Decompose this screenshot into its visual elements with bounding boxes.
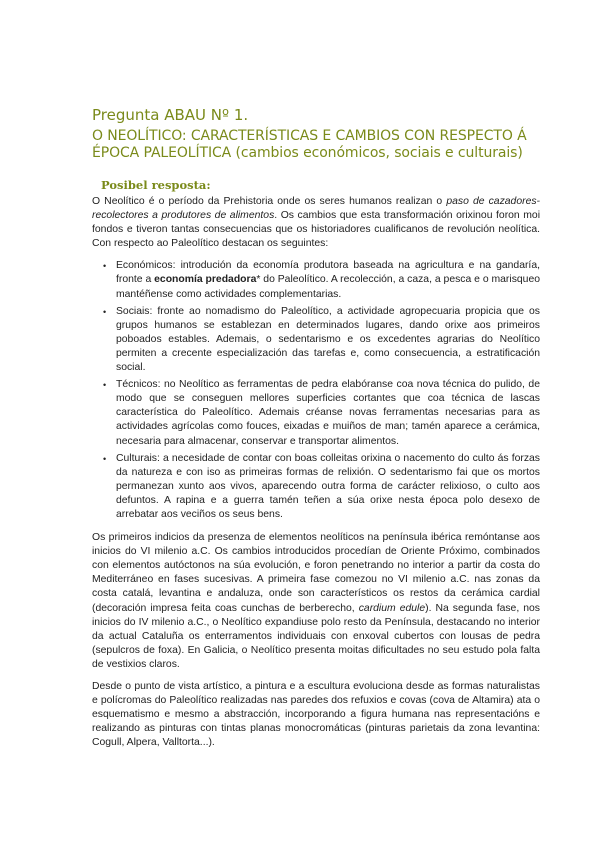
list-item-cultural bbox=[92, 452, 540, 522]
art-paragraph: Desde o punto de vista artístico, a pintura e a escultura evoluciona desde as formas naturalistas e polícromas do Paleolítico realizadas nas paredes dos refuxios e covas (cova de Altamira) ata o esquematismo e mesmo a abstracción, incorporando a figura humana nas representacións e realizando as pinturas con tintas planas monocromáticas (pinturas parietais da zona levantina: Cogull, Alpera, Valltorta...). bbox=[92, 681, 540, 749]
economic-text-1: Económicos: introdución da economía produtora baseada na agricultura e na gandaría, fronte a bbox=[116, 260, 540, 286]
economic-text-2: * do Paleolítico. A recolección, a caza, a pesca e o marisqueo mantéñense como actividades complementarias. bbox=[116, 274, 541, 300]
bullet-glyph: • bbox=[103, 261, 107, 272]
answer-label: Posibel resposta: bbox=[101, 178, 211, 192]
question-number: Pregunta ABAU Nº 1. bbox=[92, 106, 249, 124]
question-title-main: O NEOLÍTICO: CARACTERÍSTICAS E CAMBIOS CON RESPECTO Á ÉPOCA PALEOLÍTICA bbox=[92, 128, 527, 161]
question-header bbox=[92, 106, 562, 162]
intro-text-1: O Neolítico é o período da Prehistoria onde os seres humanos realizan o bbox=[92, 196, 447, 207]
list-item-social bbox=[92, 305, 540, 375]
para2-text-1: Os primeiros indicios da presenza de elementos neolíticos na península ibérica remóntanse aos inicios do VI milenio a.C. Os cambios introducidos procedían de Oriente Próximo, combinados con elementos autóctonos na súa evolución, e foron penetrando no interior a partir da costa do Mediterráneo en fases sucesivas. A primeira fase comezou no VI milenio a.C. nas zonas da costa catalá, levantina e andaluza, onde son característicos os restos da cerámica cardial (decoración impresa feita coas cunchas de berberecho, bbox=[92, 532, 540, 614]
para2-italic: cardium edule bbox=[358, 602, 426, 614]
social-text: Sociais: fronte ao nomadismo do Paleolítico, a actividade agropecuaria propicia que os grupos humanos se establezan en determinados lugares, dando orixe aos primeiros poboados estables. Ademais, o sedentarismo e os excedentes agrarias do Neolítico permiten a crecente especialización das tarefas e, como consecuencia, a estratificación social. bbox=[116, 305, 540, 374]
economic-bold: economía predadora bbox=[154, 274, 257, 286]
changes-list bbox=[92, 259, 540, 522]
question-title bbox=[92, 128, 562, 162]
bullet-glyph: • bbox=[103, 306, 107, 317]
intro-paragraph bbox=[92, 195, 540, 251]
bullet-glyph: • bbox=[103, 380, 107, 391]
iberian-neolithic-paragraph bbox=[92, 531, 540, 672]
intro-italic: paso de cazadores-recolectores a produtores de alimentos bbox=[92, 196, 541, 222]
answer-body bbox=[92, 195, 540, 758]
technical-text: Técnicos: no Neolítico as ferramentas de pedra elabóranse coa nova técnica do pulido, de modo que se conseguen mellores superficies cortantes que coa técnica de lascas característica do Paleolítico. Ademais créanse novas ferramentas necesarias para as actividades agrícolas como fouces, eixadas e muiños de man; tamén aparece a cerámica, necesaria para almacenar, conservar e transportar alimentos. bbox=[116, 379, 540, 447]
list-item-economic bbox=[92, 259, 540, 301]
list-item-technical bbox=[92, 378, 540, 448]
para2-text-2: ). Na segunda fase, nos inicios do IV milenio a.C., o Neolítico expandiuse polo resto da Península, destacando no interior da actual Cataluña os enterramentos individuais con enxoval cubertos con lousas de pedra (sepulcros de foxa). En Galicia, o Neolítico presenta moitas dificultades no seu estudo pola falta de vestixios claros. bbox=[92, 602, 540, 670]
bullet-glyph: • bbox=[103, 453, 107, 464]
cultural-text: Culturais: a necesidade de contar con boas colleitas orixina o nacemento do culto ás forzas da natureza e con iso as primeiras formas de relixión. O sedentarismo fai que os mortos permanezan xunto aos vivos, aparecendo outra forma de carácter relixioso, o culto aos defuntos. A rapina e a guerra tamén teñen a súa orixe nesta época polo desexo de arrebatar aos veciños os seus bens. bbox=[116, 452, 540, 520]
question-title-sub: (cambios económicos, sociais e culturais) bbox=[235, 145, 523, 161]
intro-text-2: . Os cambios que esta transformación orixinou foron moi fondos e tiveron tantas consecuencias que os historiadores cualificanos de revolución neolítica. Con respecto ao Paleolítico destacan os seguintes: bbox=[92, 210, 540, 250]
